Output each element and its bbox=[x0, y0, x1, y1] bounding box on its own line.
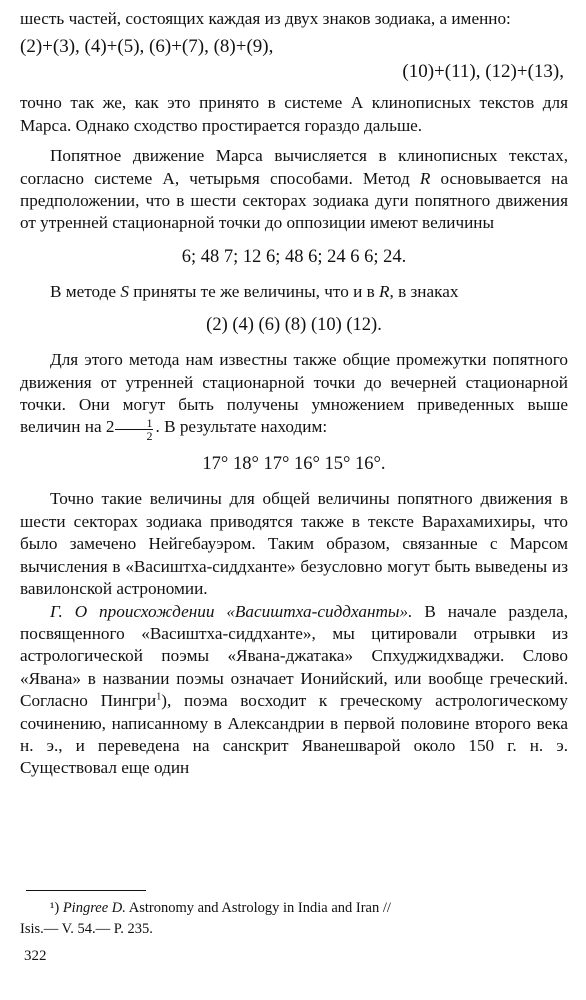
fraction-one-half bbox=[115, 417, 153, 442]
paragraph-4-text-b: приняты те же величины, что и в bbox=[128, 281, 380, 301]
paragraph-7-text-a: В начале раздела, посвященного «Васиштха-сиддханте», мы цитировали отрывки из астрологической поэмы «Явана-джатака» Спхуджидхваджи. Слово «Явана» в названии поэмы означает Ионийский, или вообще греческий. Согласно Пингри bbox=[20, 601, 568, 711]
footnote-author: Pingree D. bbox=[62, 900, 126, 916]
paragraph-5-text-b: . В результате находим: bbox=[155, 417, 328, 437]
footnote-line-2: Isis.— V. 54.— P. 235. bbox=[20, 921, 153, 937]
paragraph-4 bbox=[20, 281, 568, 303]
footnote bbox=[20, 898, 568, 940]
method-s-symbol: S bbox=[120, 281, 129, 301]
paragraph-4-text-c: , в знаках bbox=[389, 281, 459, 301]
paragraph-3-text-a: Попятное движение Марса вычисляется в клинописных текстах, согласно системе А, четырьмя способами. Метод bbox=[20, 146, 568, 188]
paragraph-3 bbox=[20, 145, 568, 235]
footnote-line-1 bbox=[20, 898, 568, 919]
paragraph-1: шесть частей, состоящих каждая из двух знаков зодиака, а именно: bbox=[20, 9, 511, 28]
method-r-symbol-2: R bbox=[379, 281, 390, 301]
footnote-divider bbox=[26, 890, 146, 891]
fraction-numerator: 1 bbox=[115, 417, 153, 430]
page-body bbox=[20, 8, 568, 780]
values-line: 6; 48 7; 12 6; 48 6; 24 6 6; 24. bbox=[181, 246, 407, 267]
footnote-marker: ¹) bbox=[50, 900, 60, 916]
formula-line-2: (10)+(11), (12)+(13), bbox=[402, 61, 564, 83]
paragraph-5 bbox=[20, 349, 568, 442]
paragraph-5-text-a: Для этого метода нам известны также общие промежутки попятного движения от утренней стационарной точки до вечерней стационарной точки. Они могут быть получены умножением приведенных выше величин на 2 bbox=[20, 350, 568, 437]
signs-line: (2) (4) (6) (8) (10) (12). bbox=[206, 315, 382, 336]
footnote-reference[interactable]: 1 bbox=[156, 691, 162, 703]
paragraph-4-text-a: В методе bbox=[50, 281, 121, 301]
section-heading: Г. О происхождении «Васиштха-сиддханты». bbox=[50, 601, 413, 621]
paragraph-2: точно так же, как это принято в системе А клинописных текстов для Марса. Однако сходство простирается гораздо дальше. bbox=[20, 93, 568, 135]
formula-line-1: (2)+(3), (4)+(5), (6)+(7), (8)+(9), bbox=[20, 36, 274, 58]
fraction-denominator: 2 bbox=[146, 429, 153, 444]
paragraph-7 bbox=[20, 601, 568, 780]
method-r-symbol: R bbox=[419, 168, 431, 188]
paragraph-7-text-b: ), поэма восходит к греческому астрологическому сочинению, написанному в Александрии в первой половине второго века н. э., и переведена на санскрит Яванешварой около 150 г. н. э. Существовал еще один bbox=[20, 691, 569, 778]
paragraph-3-text-b: основывается на предположении, что в шести секторах зодиака дуги попятного движения от утренней стационарной точки до оппозиции имеют величины bbox=[20, 168, 568, 233]
footnote-text-1: Astronomy and Astrology in India and Iran // bbox=[125, 900, 391, 916]
degrees-line: 17° 18° 17° 16° 15° 16°. bbox=[202, 454, 386, 475]
paragraph-6: Точно такие величины для общей величины попятного движения в шести секторах зодиака приводятся также в тексте Варахамихиры, что было замечено Нейгебауэром. Таким образом, связанные с Марсом вычисления в «Васиштха-сиддханте» безусловно могут быть выведены из вавилонской астрономии. bbox=[20, 489, 568, 599]
page-number: 322 bbox=[24, 948, 47, 964]
